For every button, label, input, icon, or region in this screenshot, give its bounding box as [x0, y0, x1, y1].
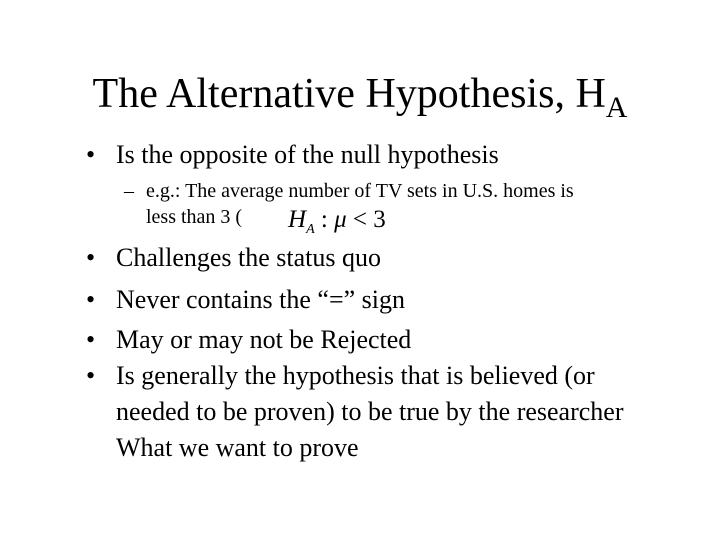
formula-mu: μ: [334, 206, 347, 233]
formula-colon: :: [314, 206, 335, 233]
hypothesis-formula: [288, 204, 386, 240]
sub-bullet-text-line1: e.g.: The average number of TV sets in U.S. homes is: [146, 180, 574, 202]
bullet-icon: •: [86, 140, 96, 169]
bullet-text: Is generally the hypothesis that is believed (or needed to be proven) to be true by the researcher What we want to prove: [116, 361, 624, 462]
bullet-icon: •: [86, 285, 96, 314]
bullet-text: Is the opposite of the null hypothesis: [116, 140, 499, 169]
title-subscript: A: [605, 91, 628, 124]
formula-value: 3: [373, 206, 386, 233]
slide-title: [0, 68, 720, 124]
sub-bullet-text-line2: less than 3 (: [146, 206, 243, 228]
formula-h-subscript: A: [306, 222, 315, 237]
bullet-icon: •: [86, 361, 96, 390]
bullet-text: Never contains the “=” sign: [116, 285, 406, 314]
bullet-text: May or may not be Rejected: [116, 325, 412, 354]
bullet-icon: •: [86, 243, 96, 272]
formula-operator: <: [346, 206, 374, 233]
dash-icon: –: [124, 180, 134, 202]
title-text: The Alternative Hypothesis, H: [92, 71, 606, 117]
bullet-text: Challenges the status quo: [116, 243, 382, 272]
bullet-icon: •: [86, 325, 96, 354]
formula-h: H: [288, 206, 307, 233]
